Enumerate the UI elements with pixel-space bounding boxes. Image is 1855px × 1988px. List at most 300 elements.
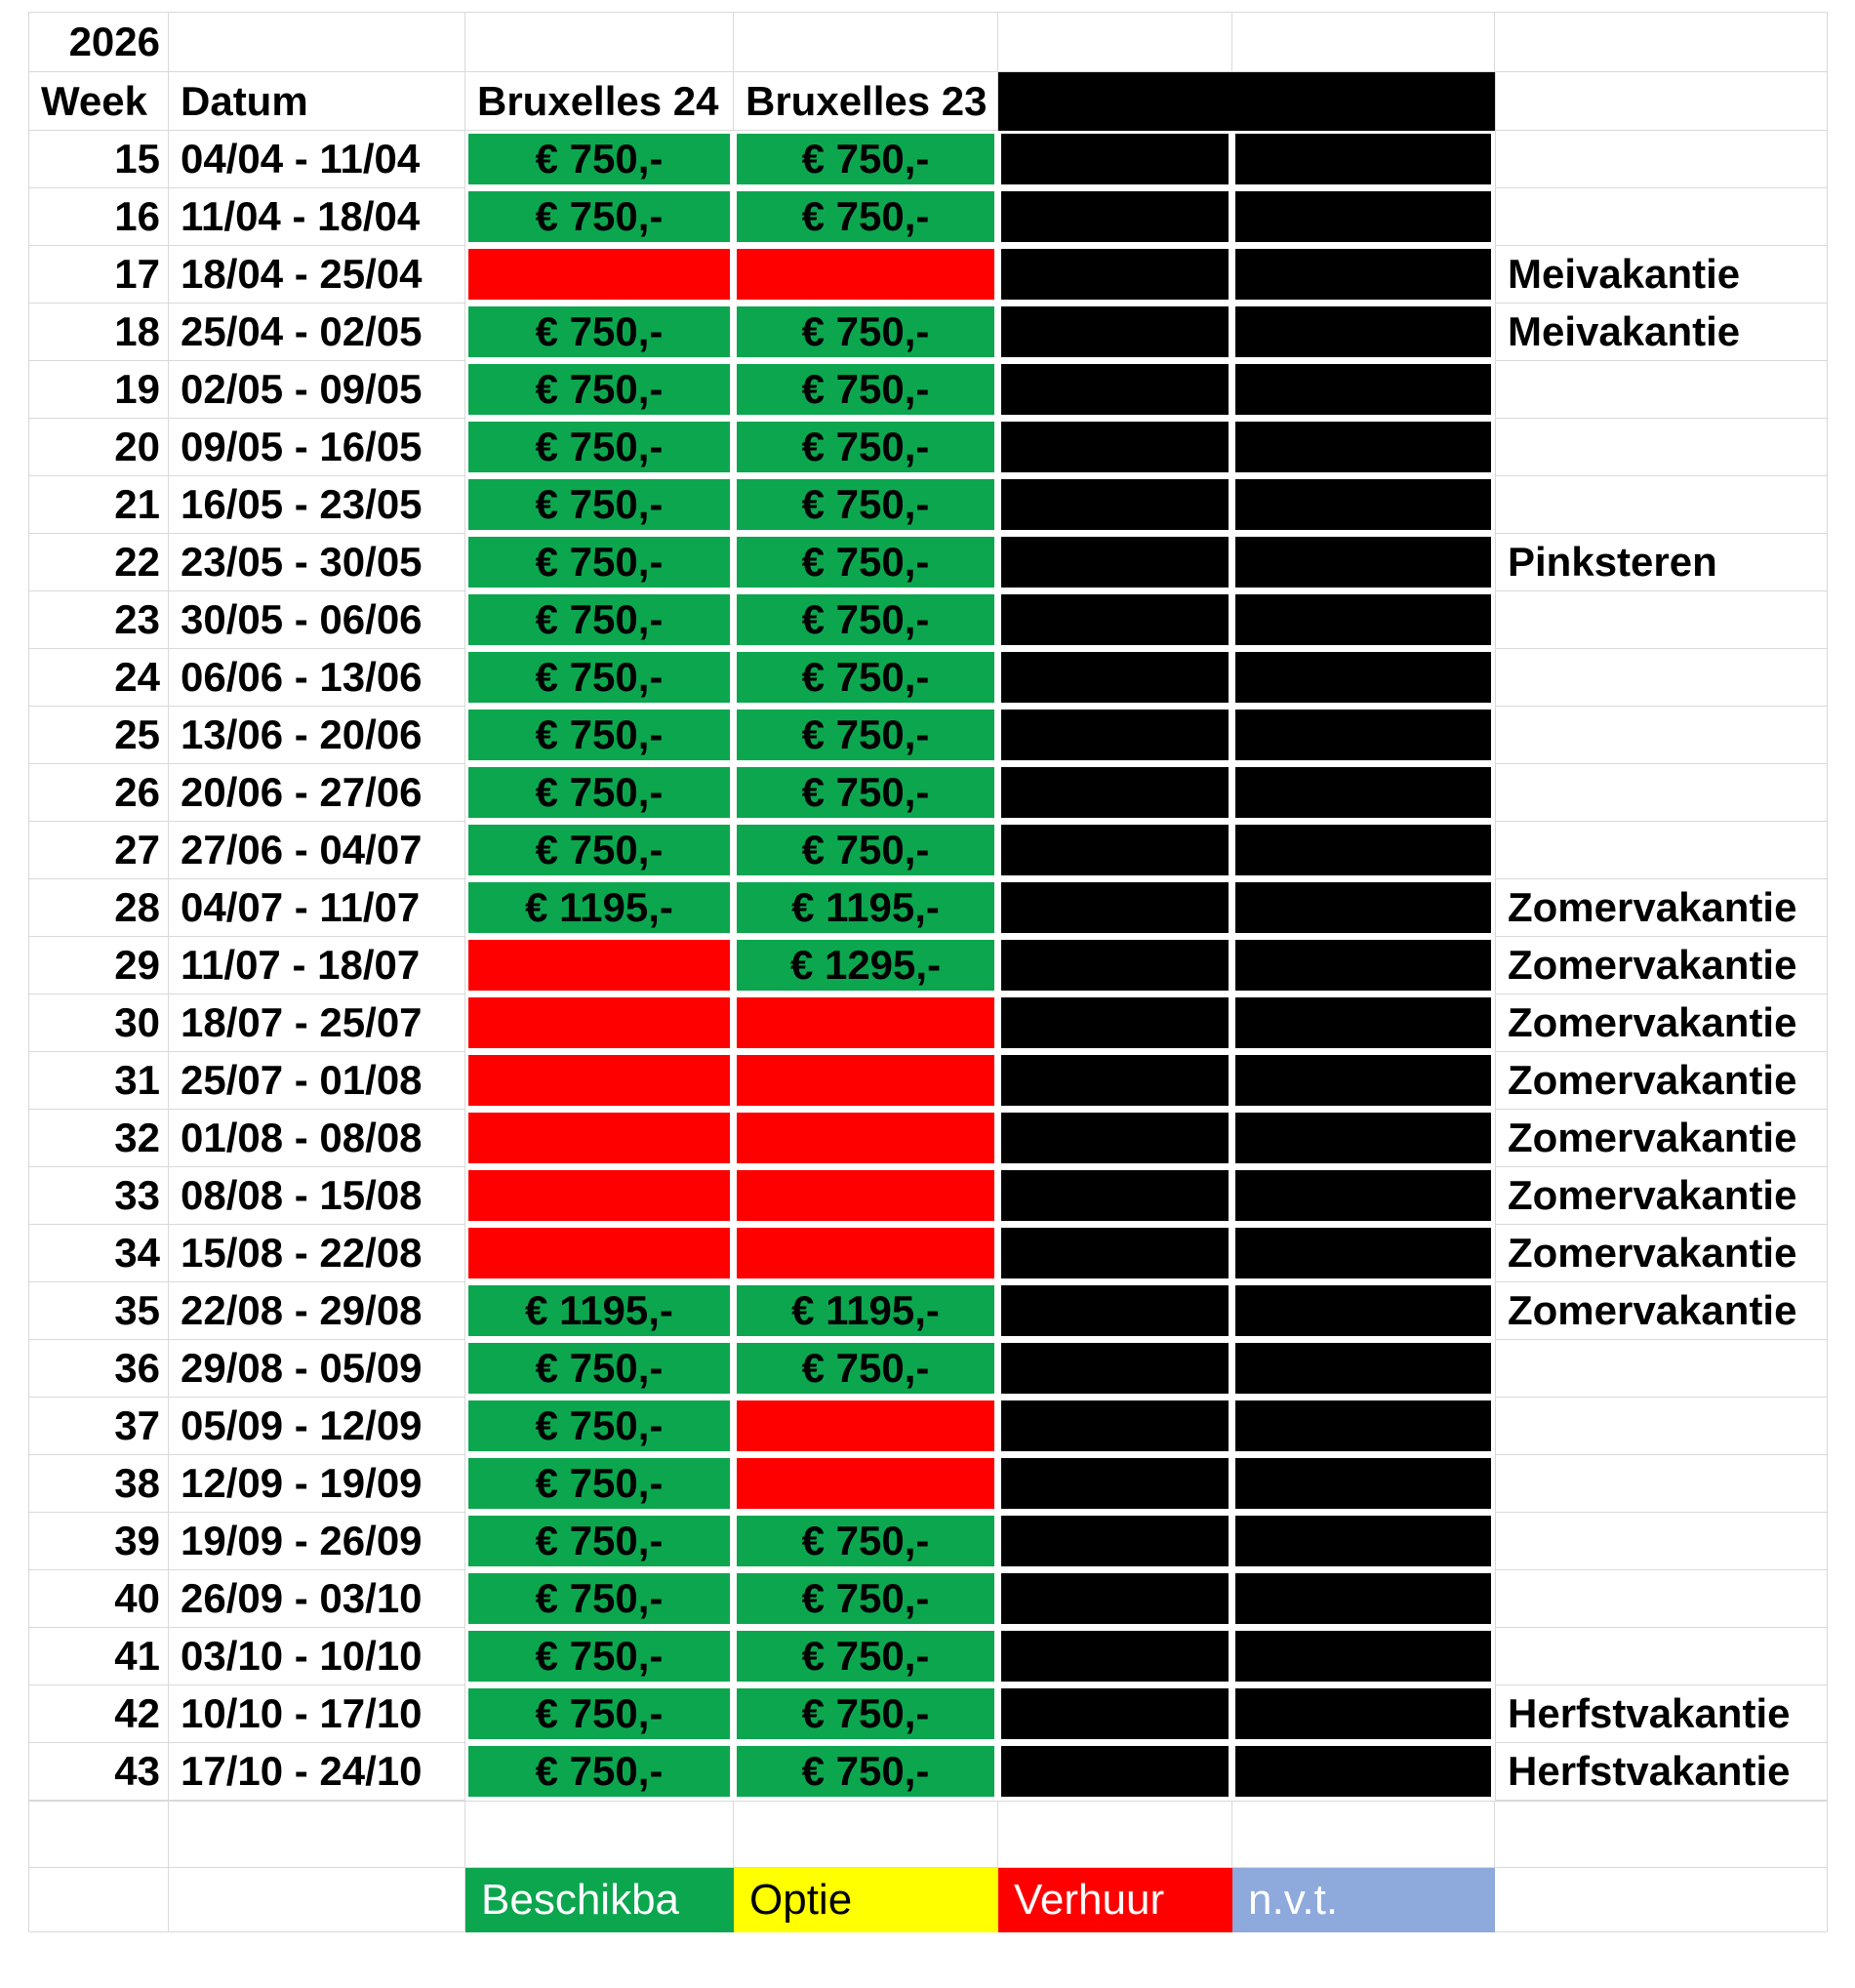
price-cell-bruxelles-24 [465, 1282, 734, 1340]
redacted-cell-fill [1235, 306, 1491, 357]
datum-cell: 19/09 - 26/09 [169, 1513, 465, 1570]
legend-na: n.v.t. [1232, 1867, 1495, 1932]
price-cell-bruxelles-23-fill [737, 1055, 994, 1106]
redacted-cell-fill [1001, 479, 1229, 530]
empty-cell [734, 12, 998, 72]
price-cell-bruxelles-23-fill: € 750,- [737, 594, 994, 645]
datum-cell: 03/10 - 10/10 [169, 1628, 465, 1685]
redacted-cell [1232, 131, 1495, 188]
price-cell-bruxelles-23-fill [737, 1113, 994, 1163]
redacted-cell [1232, 1110, 1495, 1167]
redacted-cell-fill [1235, 1113, 1491, 1163]
note-cell [1495, 419, 1828, 476]
price-cell-bruxelles-24 [465, 361, 734, 419]
note-cell: Meivakantie [1495, 246, 1828, 304]
price-cell-bruxelles-23 [734, 994, 998, 1052]
redacted-cell-fill [1235, 134, 1491, 184]
price-cell-bruxelles-23-fill [737, 1228, 994, 1278]
empty-cell [998, 12, 1232, 72]
price-cell-bruxelles-23-fill: € 750,- [737, 134, 994, 184]
redacted-cell [1232, 188, 1495, 246]
price-cell-bruxelles-23-fill: € 750,- [737, 191, 994, 242]
price-cell-bruxelles-24-fill [468, 1055, 730, 1106]
redacted-cell-fill [1235, 825, 1491, 875]
note-cell [1495, 1340, 1828, 1398]
price-cell-bruxelles-24-fill: € 750,- [468, 1631, 730, 1682]
redacted-cell [998, 1340, 1232, 1398]
price-cell-bruxelles-24 [465, 937, 734, 994]
week-cell: 17 [28, 246, 169, 304]
redacted-cell [998, 476, 1232, 534]
price-cell-bruxelles-23 [734, 188, 998, 246]
redacted-cell [1232, 1455, 1495, 1513]
redacted-cell [998, 937, 1232, 994]
redacted-cell-fill [1235, 1516, 1491, 1566]
price-cell-bruxelles-24-fill [468, 1113, 730, 1163]
price-cell-bruxelles-23-fill: € 750,- [737, 652, 994, 703]
price-cell-bruxelles-23-fill [737, 1170, 994, 1221]
price-cell-bruxelles-23-fill: € 750,- [737, 537, 994, 588]
empty-cell [169, 1867, 465, 1932]
week-cell: 30 [28, 994, 169, 1052]
price-cell-bruxelles-23-fill: € 750,- [737, 767, 994, 818]
price-cell-bruxelles-24 [465, 1743, 734, 1801]
note-cell: Meivakantie [1495, 304, 1828, 361]
price-cell-bruxelles-24-fill: € 750,- [468, 1458, 730, 1509]
redacted-cell [998, 994, 1232, 1052]
redacted-cell-fill [1235, 1343, 1491, 1394]
week-cell: 41 [28, 1628, 169, 1685]
price-cell-bruxelles-24 [465, 764, 734, 822]
price-cell-bruxelles-24-fill: € 750,- [468, 1400, 730, 1451]
empty-cell [1232, 12, 1495, 72]
redacted-cell-fill [1235, 1285, 1491, 1336]
redacted-cell-fill [1235, 1170, 1491, 1221]
redacted-cell [998, 188, 1232, 246]
year-cell: 2026 [28, 12, 169, 72]
redacted-cell-fill [1001, 537, 1229, 588]
redacted-cell-fill [1235, 364, 1491, 415]
price-cell-bruxelles-23-fill: € 1195,- [737, 882, 994, 933]
price-cell-bruxelles-23-fill [737, 997, 994, 1048]
legend-available: Beschikba [465, 1867, 734, 1932]
legend-option: Optie [734, 1867, 998, 1932]
redacted-header-bar [998, 72, 1495, 131]
redacted-cell [998, 1398, 1232, 1455]
price-cell-bruxelles-24-fill: € 750,- [468, 422, 730, 472]
price-cell-bruxelles-24-fill: € 750,- [468, 1343, 730, 1394]
price-cell-bruxelles-24 [465, 1340, 734, 1398]
redacted-cell [998, 361, 1232, 419]
datum-cell: 04/07 - 11/07 [169, 879, 465, 937]
price-cell-bruxelles-23 [734, 1743, 998, 1801]
header-bruxelles-24: Bruxelles 24 [465, 72, 734, 131]
redacted-cell-fill [1001, 594, 1229, 645]
week-cell: 38 [28, 1455, 169, 1513]
redacted-cell-fill [1001, 1113, 1229, 1163]
price-cell-bruxelles-23 [734, 361, 998, 419]
redacted-cell-fill [1235, 767, 1491, 818]
price-cell-bruxelles-24-fill: € 750,- [468, 767, 730, 818]
price-cell-bruxelles-24-fill: € 750,- [468, 710, 730, 760]
week-cell: 24 [28, 649, 169, 707]
redacted-cell-fill [1001, 1400, 1229, 1451]
empty-cell [465, 1801, 734, 1867]
redacted-cell-fill [1001, 1746, 1229, 1797]
note-cell [1495, 707, 1828, 764]
price-cell-bruxelles-24-fill: € 750,- [468, 1573, 730, 1624]
redacted-cell [998, 1455, 1232, 1513]
redacted-cell [998, 1167, 1232, 1225]
redacted-cell-fill [1001, 1573, 1229, 1624]
price-cell-bruxelles-23-fill: € 750,- [737, 1573, 994, 1624]
week-cell: 33 [28, 1167, 169, 1225]
datum-cell: 11/07 - 18/07 [169, 937, 465, 994]
empty-cell [169, 12, 465, 72]
price-cell-bruxelles-24 [465, 246, 734, 304]
price-cell-bruxelles-23-fill: € 750,- [737, 422, 994, 472]
price-cell-bruxelles-24 [465, 1398, 734, 1455]
redacted-cell [998, 1110, 1232, 1167]
redacted-cell [1232, 937, 1495, 994]
redacted-cell-fill [1001, 767, 1229, 818]
redacted-cell [1232, 1513, 1495, 1570]
redacted-cell [998, 707, 1232, 764]
empty-cell [1495, 1801, 1828, 1867]
redacted-cell [1232, 246, 1495, 304]
week-cell: 32 [28, 1110, 169, 1167]
redacted-cell [1232, 764, 1495, 822]
price-cell-bruxelles-24-fill: € 750,- [468, 479, 730, 530]
redacted-cell [1232, 476, 1495, 534]
price-cell-bruxelles-24 [465, 1052, 734, 1110]
redacted-cell [998, 1282, 1232, 1340]
price-cell-bruxelles-23 [734, 476, 998, 534]
price-cell-bruxelles-24-fill: € 750,- [468, 1688, 730, 1739]
redacted-cell-fill [1001, 652, 1229, 703]
redacted-cell-fill [1001, 191, 1229, 242]
datum-cell: 30/05 - 06/06 [169, 591, 465, 649]
price-cell-bruxelles-23 [734, 649, 998, 707]
redacted-cell-fill [1001, 1458, 1229, 1509]
header-week: Week [28, 72, 169, 131]
redacted-cell [1232, 994, 1495, 1052]
redacted-cell [1232, 1282, 1495, 1340]
empty-cell [28, 1801, 169, 1867]
redacted-cell-fill [1235, 1688, 1491, 1739]
note-cell: Zomervakantie [1495, 879, 1828, 937]
redacted-cell [998, 764, 1232, 822]
week-cell: 36 [28, 1340, 169, 1398]
redacted-cell [1232, 707, 1495, 764]
price-cell-bruxelles-24-fill [468, 1170, 730, 1221]
redacted-cell-fill [1235, 710, 1491, 760]
datum-cell: 04/04 - 11/04 [169, 131, 465, 188]
note-cell [1495, 1628, 1828, 1685]
redacted-cell-fill [1235, 1400, 1491, 1451]
week-cell: 40 [28, 1570, 169, 1628]
price-cell-bruxelles-23 [734, 1340, 998, 1398]
week-cell: 21 [28, 476, 169, 534]
datum-cell: 09/05 - 16/05 [169, 419, 465, 476]
price-cell-bruxelles-24-fill [468, 1228, 730, 1278]
price-cell-bruxelles-24 [465, 1628, 734, 1685]
price-cell-bruxelles-24-fill [468, 997, 730, 1048]
price-cell-bruxelles-23-fill [737, 249, 994, 300]
price-cell-bruxelles-23 [734, 1685, 998, 1743]
redacted-cell-fill [1001, 1055, 1229, 1106]
week-cell: 29 [28, 937, 169, 994]
price-cell-bruxelles-23 [734, 304, 998, 361]
week-cell: 35 [28, 1282, 169, 1340]
price-cell-bruxelles-24 [465, 1570, 734, 1628]
datum-cell: 17/10 - 24/10 [169, 1743, 465, 1801]
empty-cell [1232, 1801, 1495, 1867]
price-cell-bruxelles-24 [465, 304, 734, 361]
price-cell-bruxelles-23 [734, 246, 998, 304]
price-cell-bruxelles-23 [734, 1110, 998, 1167]
price-cell-bruxelles-24-fill: € 750,- [468, 1516, 730, 1566]
note-cell: Zomervakantie [1495, 1167, 1828, 1225]
redacted-cell [998, 534, 1232, 591]
price-cell-bruxelles-23-fill [737, 1458, 994, 1509]
redacted-cell-fill [1235, 1458, 1491, 1509]
redacted-cell-fill [1235, 1055, 1491, 1106]
note-cell [1495, 131, 1828, 188]
redacted-cell [1232, 1570, 1495, 1628]
price-cell-bruxelles-24 [465, 1167, 734, 1225]
redacted-cell-fill [1235, 191, 1491, 242]
price-cell-bruxelles-24 [465, 879, 734, 937]
price-cell-bruxelles-23 [734, 419, 998, 476]
price-cell-bruxelles-24 [465, 649, 734, 707]
week-cell: 34 [28, 1225, 169, 1282]
week-cell: 39 [28, 1513, 169, 1570]
price-cell-bruxelles-23 [734, 707, 998, 764]
redacted-cell-fill [1001, 1516, 1229, 1566]
price-cell-bruxelles-24 [465, 534, 734, 591]
price-cell-bruxelles-23-fill: € 750,- [737, 479, 994, 530]
price-cell-bruxelles-23-fill: € 750,- [737, 1688, 994, 1739]
price-cell-bruxelles-23 [734, 1455, 998, 1513]
redacted-cell [998, 1628, 1232, 1685]
week-cell: 42 [28, 1685, 169, 1743]
price-cell-bruxelles-24 [465, 1685, 734, 1743]
price-cell-bruxelles-24-fill: € 750,- [468, 594, 730, 645]
week-cell: 18 [28, 304, 169, 361]
note-cell [1495, 591, 1828, 649]
price-cell-bruxelles-23 [734, 1167, 998, 1225]
redacted-cell [998, 1513, 1232, 1570]
price-cell-bruxelles-23 [734, 764, 998, 822]
redacted-cell [998, 879, 1232, 937]
price-cell-bruxelles-24-fill: € 750,- [468, 134, 730, 184]
note-cell: Zomervakantie [1495, 937, 1828, 994]
note-cell [1495, 188, 1828, 246]
redacted-cell [998, 1570, 1232, 1628]
price-cell-bruxelles-24 [465, 591, 734, 649]
datum-cell: 23/05 - 30/05 [169, 534, 465, 591]
datum-cell: 20/06 - 27/06 [169, 764, 465, 822]
price-cell-bruxelles-23 [734, 1513, 998, 1570]
note-cell: Zomervakantie [1495, 1052, 1828, 1110]
price-cell-bruxelles-23-fill: € 750,- [737, 1631, 994, 1682]
empty-cell [734, 1801, 998, 1867]
redacted-cell-fill [1001, 710, 1229, 760]
note-cell [1495, 1570, 1828, 1628]
price-cell-bruxelles-24-fill: € 750,- [468, 652, 730, 703]
redacted-cell [998, 304, 1232, 361]
week-cell: 31 [28, 1052, 169, 1110]
datum-cell: 08/08 - 15/08 [169, 1167, 465, 1225]
redacted-cell [1232, 1743, 1495, 1801]
price-cell-bruxelles-23 [734, 591, 998, 649]
header-notes [1495, 72, 1828, 131]
redacted-cell [1232, 534, 1495, 591]
price-cell-bruxelles-24-fill: € 1195,- [468, 882, 730, 933]
price-cell-bruxelles-23 [734, 879, 998, 937]
note-cell [1495, 764, 1828, 822]
redacted-cell [998, 1743, 1232, 1801]
price-cell-bruxelles-23 [734, 1052, 998, 1110]
redacted-cell-fill [1235, 652, 1491, 703]
redacted-cell [1232, 1052, 1495, 1110]
redacted-cell [1232, 649, 1495, 707]
datum-cell: 15/08 - 22/08 [169, 1225, 465, 1282]
redacted-cell-fill [1001, 882, 1229, 933]
redacted-cell-fill [1001, 940, 1229, 991]
week-cell: 19 [28, 361, 169, 419]
datum-cell: 18/04 - 25/04 [169, 246, 465, 304]
redacted-cell-fill [1235, 882, 1491, 933]
price-cell-bruxelles-23-fill: € 750,- [737, 825, 994, 875]
redacted-cell-fill [1235, 594, 1491, 645]
redacted-cell-fill [1235, 1746, 1491, 1797]
redacted-cell-fill [1001, 364, 1229, 415]
empty-cell [1495, 1867, 1828, 1932]
price-cell-bruxelles-24 [465, 707, 734, 764]
datum-cell: 25/07 - 01/08 [169, 1052, 465, 1110]
redacted-cell [998, 591, 1232, 649]
week-cell: 15 [28, 131, 169, 188]
price-cell-bruxelles-23 [734, 1282, 998, 1340]
price-cell-bruxelles-23 [734, 1570, 998, 1628]
note-cell: Herfstvakantie [1495, 1743, 1828, 1801]
week-cell: 20 [28, 419, 169, 476]
legend-rented: Verhuur [998, 1867, 1232, 1932]
redacted-cell-fill [1001, 306, 1229, 357]
empty-cell [169, 1801, 465, 1867]
redacted-cell-fill [1235, 249, 1491, 300]
price-cell-bruxelles-24 [465, 822, 734, 879]
price-cell-bruxelles-24-fill: € 750,- [468, 191, 730, 242]
redacted-cell [1232, 1225, 1495, 1282]
redacted-cell-fill [1001, 1631, 1229, 1682]
week-cell: 37 [28, 1398, 169, 1455]
redacted-cell [1232, 1685, 1495, 1743]
empty-cell [998, 1801, 1232, 1867]
redacted-cell [998, 1685, 1232, 1743]
datum-cell: 13/06 - 20/06 [169, 707, 465, 764]
price-cell-bruxelles-23 [734, 822, 998, 879]
price-cell-bruxelles-23-fill: € 750,- [737, 364, 994, 415]
price-cell-bruxelles-24-fill: € 750,- [468, 364, 730, 415]
redacted-cell-fill [1001, 1688, 1229, 1739]
datum-cell: 01/08 - 08/08 [169, 1110, 465, 1167]
note-cell [1495, 1455, 1828, 1513]
price-cell-bruxelles-24-fill [468, 249, 730, 300]
redacted-cell-fill [1001, 997, 1229, 1048]
redacted-cell-fill [1235, 1573, 1491, 1624]
redacted-cell-fill [1001, 249, 1229, 300]
week-cell: 28 [28, 879, 169, 937]
redacted-cell-fill [1001, 1170, 1229, 1221]
datum-cell: 12/09 - 19/09 [169, 1455, 465, 1513]
week-cell: 16 [28, 188, 169, 246]
price-cell-bruxelles-24-fill: € 1195,- [468, 1285, 730, 1336]
datum-cell: 11/04 - 18/04 [169, 188, 465, 246]
datum-cell: 06/06 - 13/06 [169, 649, 465, 707]
price-cell-bruxelles-24 [465, 419, 734, 476]
note-cell: Zomervakantie [1495, 994, 1828, 1052]
empty-cell [465, 12, 734, 72]
note-cell: Pinksteren [1495, 534, 1828, 591]
price-cell-bruxelles-24-fill: € 750,- [468, 306, 730, 357]
week-cell: 43 [28, 1743, 169, 1801]
note-cell [1495, 476, 1828, 534]
price-cell-bruxelles-24-fill: € 750,- [468, 825, 730, 875]
price-cell-bruxelles-23 [734, 1398, 998, 1455]
datum-cell: 27/06 - 04/07 [169, 822, 465, 879]
note-cell [1495, 649, 1828, 707]
datum-cell: 26/09 - 03/10 [169, 1570, 465, 1628]
price-cell-bruxelles-23-fill: € 750,- [737, 1746, 994, 1797]
price-cell-bruxelles-24 [465, 994, 734, 1052]
availability-table [28, 12, 1828, 1932]
price-cell-bruxelles-24 [465, 1455, 734, 1513]
price-cell-bruxelles-23 [734, 1225, 998, 1282]
redacted-cell-fill [1235, 940, 1491, 991]
redacted-cell-fill [1235, 422, 1491, 472]
price-cell-bruxelles-23 [734, 131, 998, 188]
redacted-cell [998, 649, 1232, 707]
week-cell: 23 [28, 591, 169, 649]
price-cell-bruxelles-24-fill [468, 940, 730, 991]
price-cell-bruxelles-23-fill: € 750,- [737, 306, 994, 357]
redacted-cell [998, 822, 1232, 879]
datum-cell: 25/04 - 02/05 [169, 304, 465, 361]
header-bruxelles-23: Bruxelles 23 [734, 72, 998, 131]
price-cell-bruxelles-23 [734, 937, 998, 994]
price-cell-bruxelles-23-fill: € 1195,- [737, 1285, 994, 1336]
price-cell-bruxelles-24 [465, 131, 734, 188]
week-cell: 25 [28, 707, 169, 764]
price-cell-bruxelles-23-fill: € 1295,- [737, 940, 994, 991]
redacted-cell-fill [1001, 1285, 1229, 1336]
price-cell-bruxelles-24 [465, 1225, 734, 1282]
empty-cell [1495, 12, 1828, 72]
week-cell: 27 [28, 822, 169, 879]
note-cell [1495, 361, 1828, 419]
price-cell-bruxelles-24 [465, 1513, 734, 1570]
datum-cell: 22/08 - 29/08 [169, 1282, 465, 1340]
price-cell-bruxelles-23-fill: € 750,- [737, 1516, 994, 1566]
redacted-cell [1232, 822, 1495, 879]
price-cell-bruxelles-24-fill: € 750,- [468, 1746, 730, 1797]
price-cell-bruxelles-24-fill: € 750,- [468, 537, 730, 588]
redacted-cell-fill [1001, 1228, 1229, 1278]
redacted-cell [1232, 1398, 1495, 1455]
